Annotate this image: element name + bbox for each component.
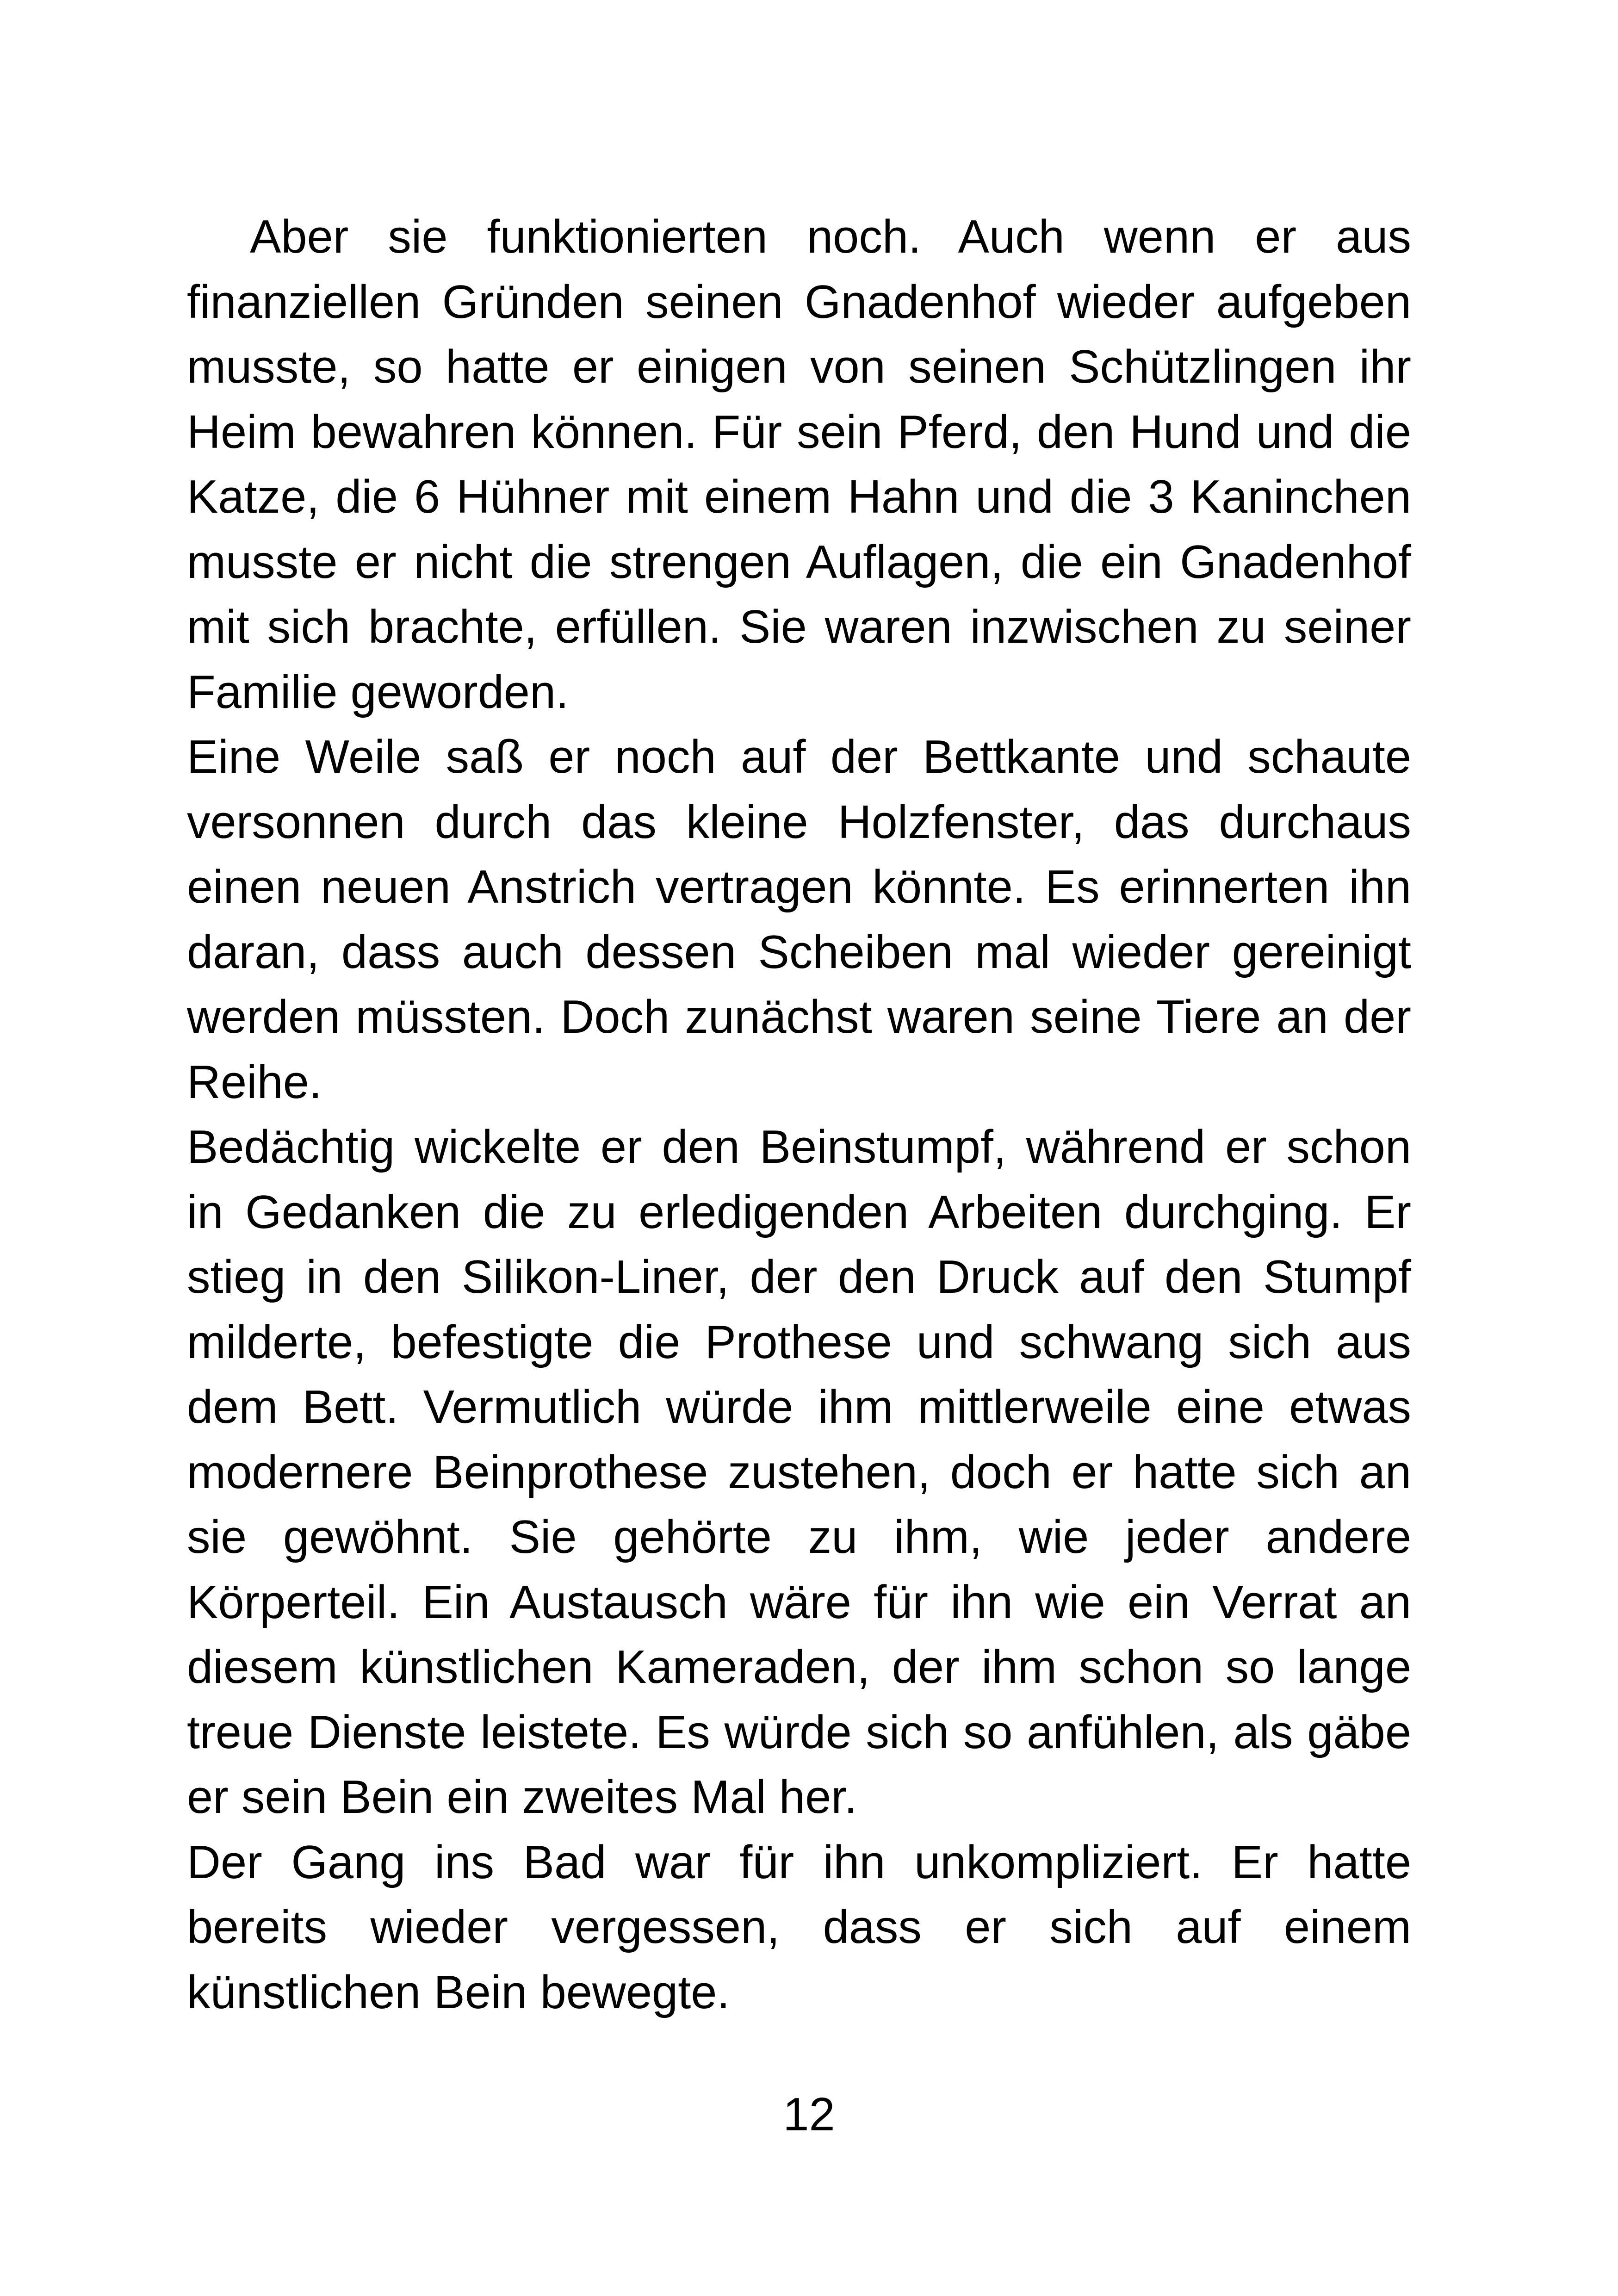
- body-text: [187, 205, 1411, 2025]
- paragraph-1: Aber sie funktionierten noch. Auch wenn er aus finanziellen Gründen seinen Gnadenhof wieder aufgeben musste, so hatte er einigen von seinen Schützlingen ihr Heim bewahren können. Für sein Pferd, den Hund und die Katze, die 6 Hühner mit einem Hahn und die 3 Kaninchen musste er nicht die strengen Auflagen, die ein Gnadenhof mit sich brachte, erfüllen. Sie waren inzwischen zu seiner Familie geworden.: [187, 211, 1411, 718]
- paragraph-2: Eine Weile saß er noch auf der Bettkante und schaute versonnen durch das kleine Holzfenster, das durchaus einen neuen Anstrich vertragen könnte. Es erinnerten ihn daran, dass auch dessen Scheiben mal wieder gereinigt werden müssten. Doch zunächst waren seine Tiere an der Reihe.: [187, 731, 1411, 1108]
- paragraph-3: Bedächtig wickelte er den Beinstumpf, während er schon in Gedanken die zu erledigenden Arbeiten durchging. Er stieg in den Silikon-Liner, der den Druck auf den Stumpf milderte, befestigte die Prothese und schwang sich aus dem Bett. Vermutlich würde ihm mittlerweile eine etwas modernere Beinprothese zustehen, doch er hatte sich an sie gewöhnt. Sie gehörte zu ihm, wie jeder andere Körperteil. Ein Austausch wäre für ihn wie ein Verrat an diesem künstlichen Kameraden, der ihm schon so lange treue Dienste leistete. Es würde sich so anfühlen, als gäbe er sein Bein ein zweites Mal her.: [187, 1121, 1411, 1823]
- paragraph-4: Der Gang ins Bad war für ihn unkompliziert. Er hatte bereits wieder vergessen, dass er sich auf einem künstlichen Bein bewegte.: [187, 1836, 1411, 2018]
- page-number: 12: [783, 2089, 835, 2141]
